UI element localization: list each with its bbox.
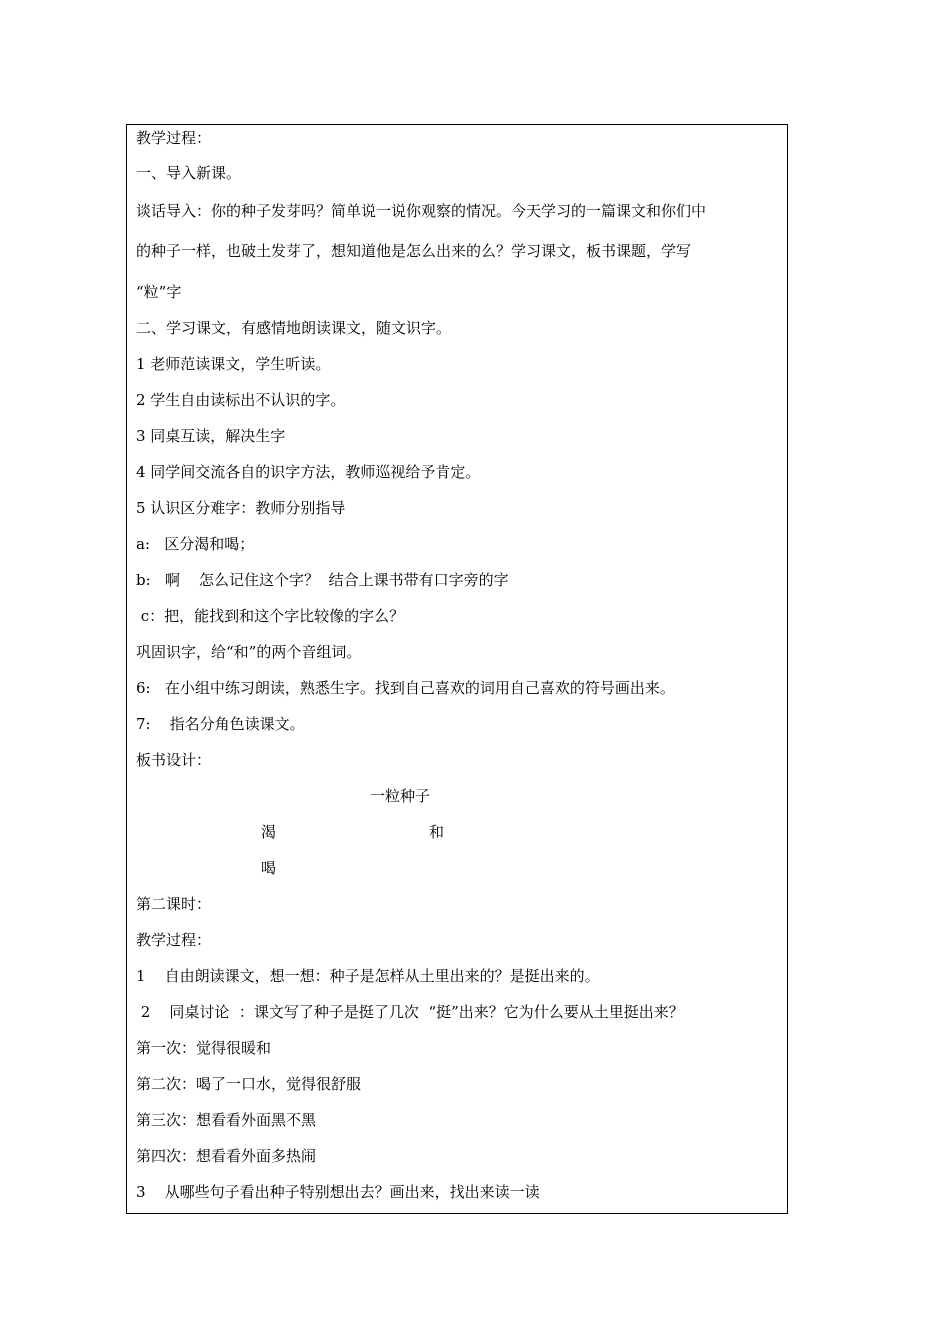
text-line: 5 认识区分难字：教师分别指导 [136,499,346,517]
text-line: b: 啊 怎么记住这个字？ 结合上课书带有口字旁的字 [136,571,509,589]
board-char: 喝 [261,859,277,877]
text-line: 的种子一样，也破土发芽了，想知道他是怎么出来的么？学习课文，板书课题，学写 [136,242,692,260]
text-line: 1 自由朗读课文，想一想：种子是怎样从土里出来的？是挺出来的。 [136,967,600,985]
text-line: 2 同桌讨论 ：课文写了种子是挺了几次 “挺”出来？它为什么要从土里挺出来？ [136,1003,684,1021]
text-line: 谈话导入：你的种子发芽吗？简单说一说你观察的情况。今天学习的一篇课文和你们中 [136,202,707,220]
text-line: 第三次：想看看外面黑不黑 [136,1111,317,1129]
text-line: 3 从哪些句子看出种子特别想出去？画出来，找出来读一读 [136,1183,540,1201]
text-line: 6: 在小组中练习朗读，熟悉生字。找到自己喜欢的词用自己喜欢的符号画出来。 [136,679,675,697]
text-line: 教学过程： [136,129,212,147]
text-line: a: 区分渴和喝； [136,535,255,553]
board-title: 一粒种子 [370,787,431,805]
text-line: 3 同桌互读，解决生字 [136,427,286,445]
text-line: 4 同学间交流各自的识字方法，教师巡视给予肯定。 [136,463,481,481]
text-line: 二、学习课文，有感情地朗读课文，随文识字。 [136,319,452,337]
text-line: 第一次：觉得很暖和 [136,1039,272,1057]
text-line: 教学过程： [136,931,212,949]
text-line: 第四次：想看看外面多热闹 [136,1147,317,1165]
text-line: 7: 指名分角色读课文。 [136,715,305,733]
text-line: 板书设计： [136,751,212,769]
text-line: 第二次：喝了一口水，觉得很舒服 [136,1075,362,1093]
text-line: 一、导入新课。 [136,164,242,182]
text-line: 第二课时： [136,895,212,913]
text-line: “粒”字 [136,283,182,301]
board-char: 渴 [261,823,277,841]
board-char: 和 [429,823,445,841]
text-line: c：把，能找到和这个字比较像的字么？ [136,607,405,625]
text-line: 巩固识字，给“和”的两个音组词。 [136,643,362,661]
text-line: 2 学生自由读标出不认识的字。 [136,391,346,409]
text-line: 1 老师范读课文，学生听读。 [136,355,331,373]
